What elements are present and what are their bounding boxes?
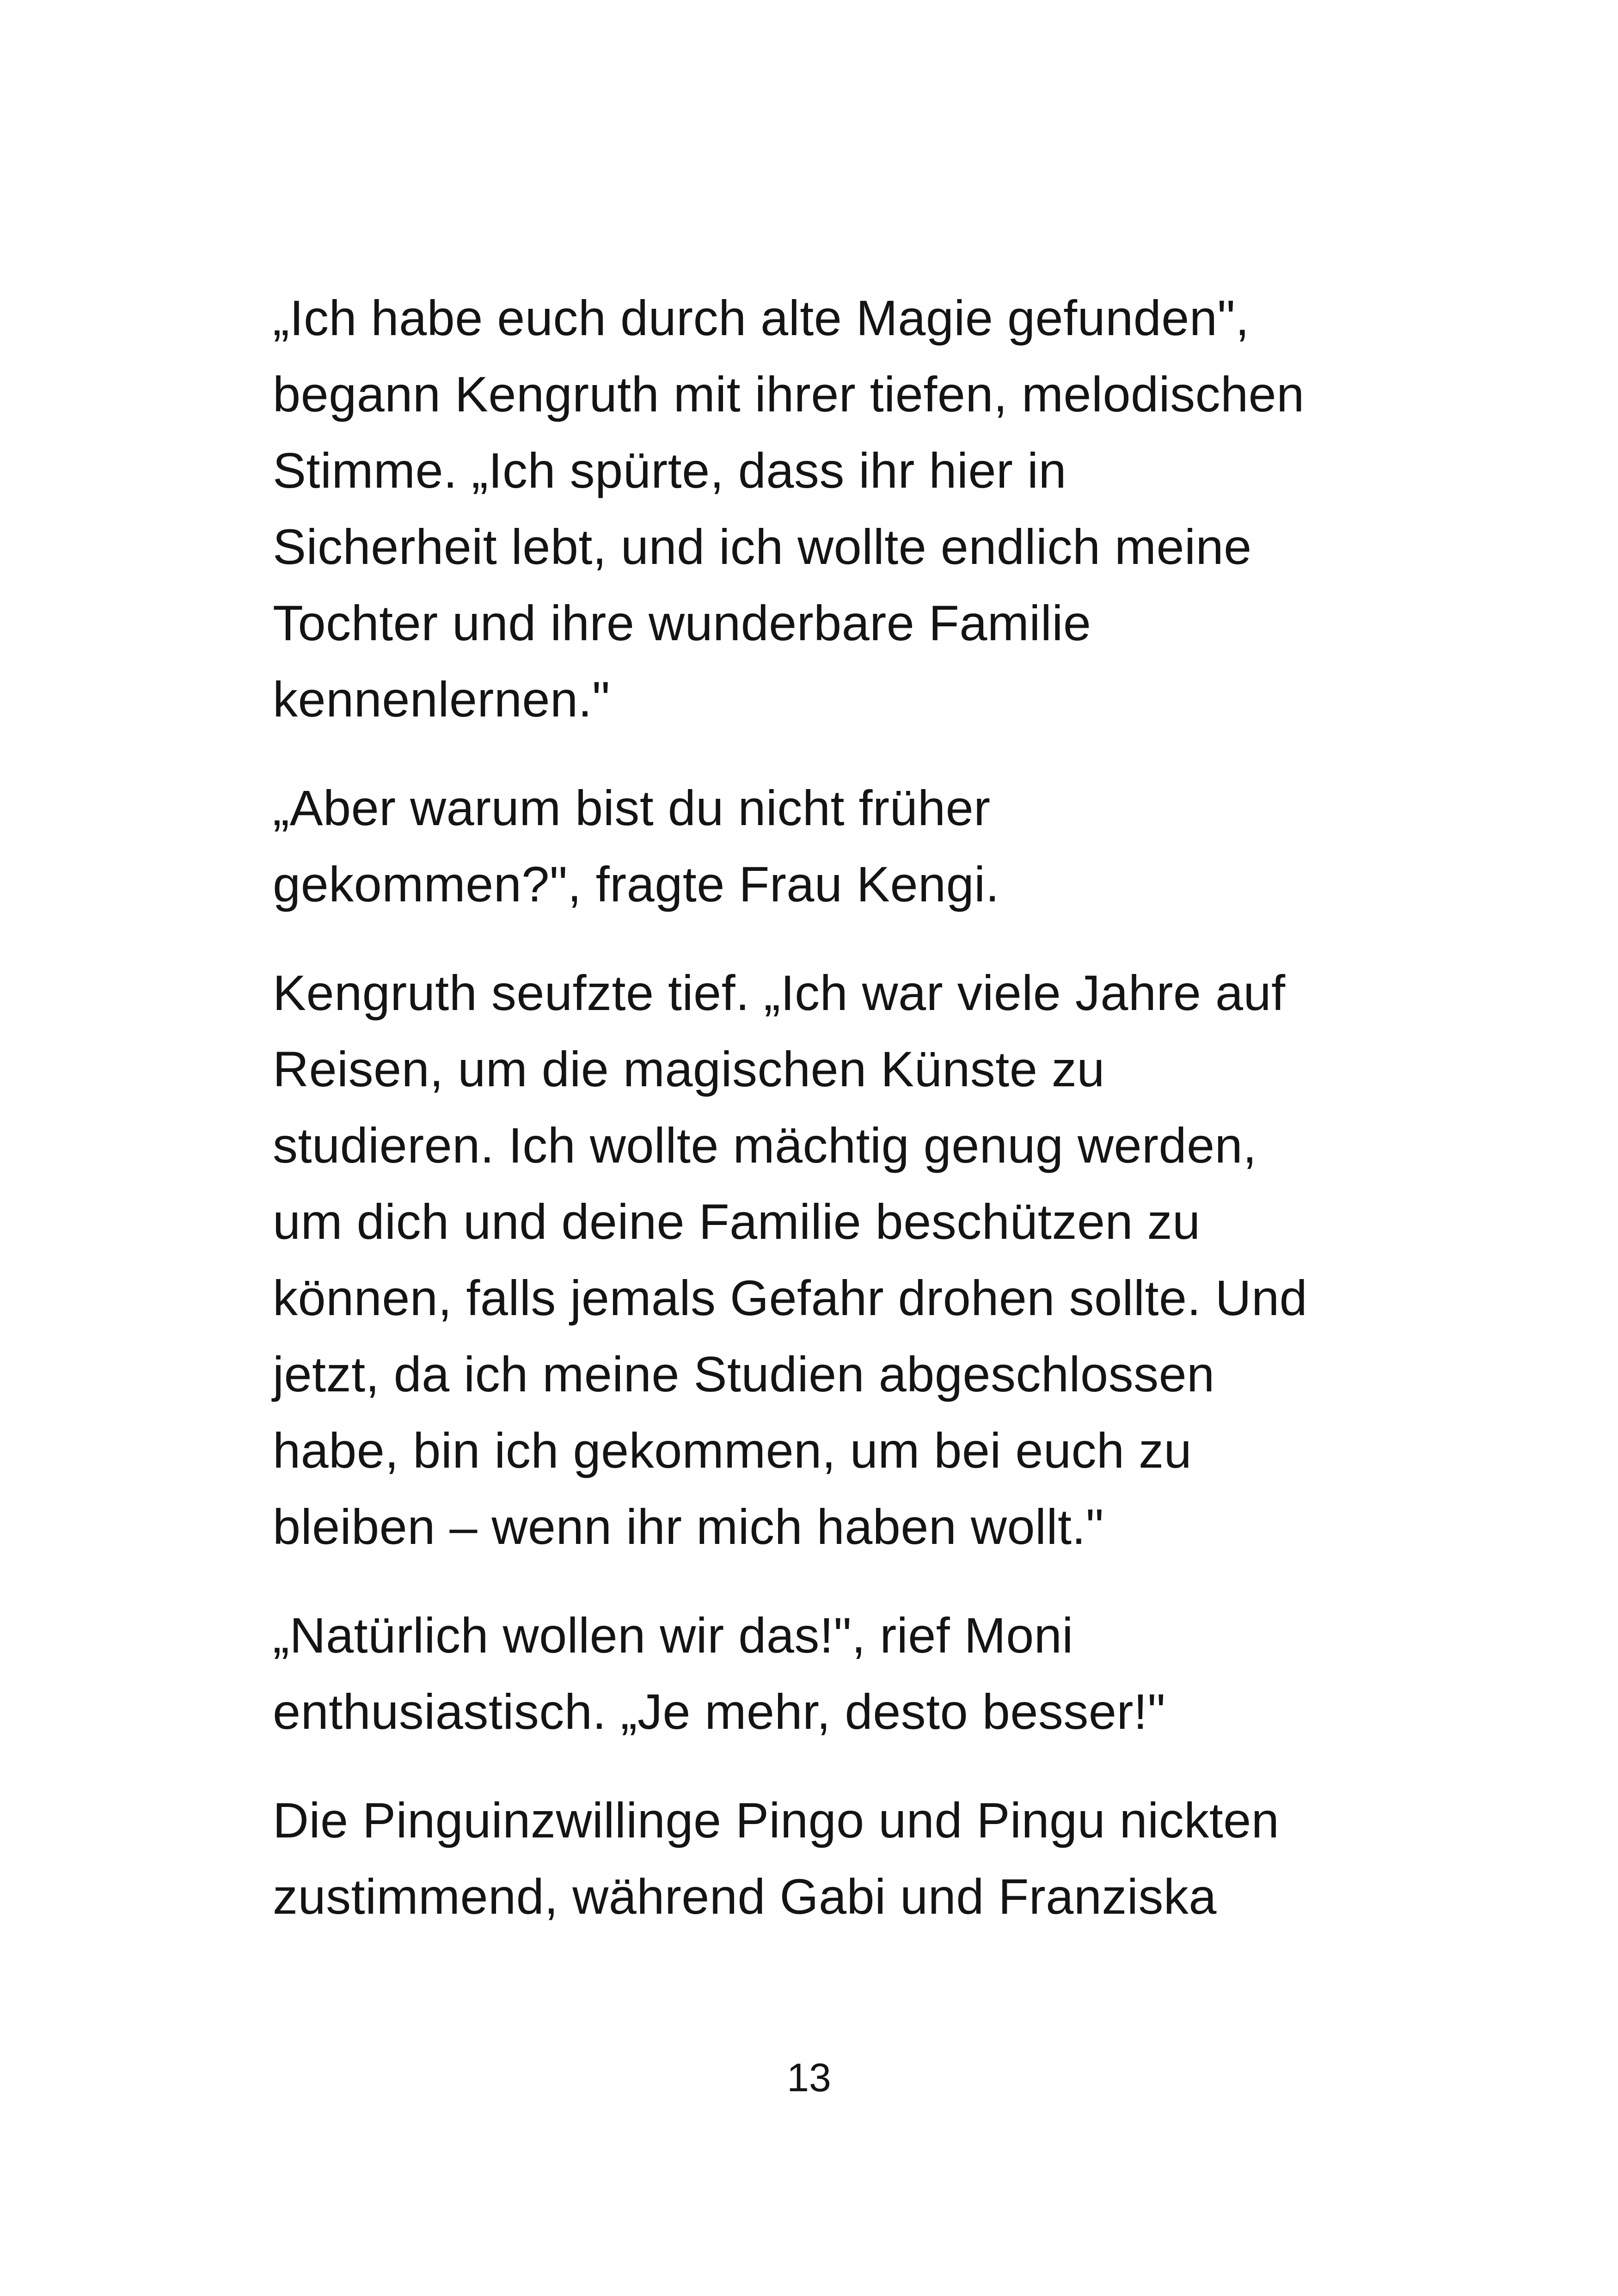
text-line: „Ich habe euch durch alte Magie gefunden", [273,290,1250,346]
text-line: Reisen, um die magischen Künste zu [273,1041,1105,1097]
paragraph [273,955,1382,1565]
paragraph [273,280,1382,737]
paragraph [273,1782,1382,1935]
text-line: Tochter und ihre wunderbare Familie [273,595,1091,651]
text-line: habe, bin ich gekommen, um bei euch zu [273,1422,1192,1478]
paragraph [273,770,1382,922]
text-line: bleiben – wenn ihr mich haben wollt." [273,1499,1104,1555]
page-number: 13 [787,2056,831,2100]
body-text [273,280,1382,1935]
text-line: Stimme. „Ich spürte, dass ihr hier in [273,442,1067,498]
paragraph [273,1597,1382,1750]
text-line: begann Kengruth mit ihrer tiefen, melodischen [273,366,1305,422]
text-line: gekommen?", fragte Frau Kengi. [273,856,1000,912]
text-line: jetzt, da ich meine Studien abgeschlossen [273,1346,1215,1402]
text-line: können, falls jemals Gefahr drohen sollte. Und [273,1270,1308,1326]
text-line: Kengruth seufzte tief. „Ich war viele Jahre auf [273,965,1286,1021]
text-line: kennenlernen." [273,671,610,727]
text-line: enthusiastisch. „Je mehr, desto besser!" [273,1684,1166,1739]
text-line: um dich und deine Familie beschützen zu [273,1194,1201,1249]
text-line: studieren. Ich wollte mächtig genug werden, [273,1117,1257,1173]
text-line: Sicherheit lebt, und ich wollte endlich meine [273,519,1252,575]
text-line: Die Pinguinzwillinge Pingo und Pingu nickten [273,1792,1280,1848]
text-line: zustimmend, während Gabi und Franziska [273,1868,1217,1924]
text-line: „Aber warum bist du nicht früher [273,780,991,836]
text-line: „Natürlich wollen wir das!", rief Moni [273,1607,1073,1663]
